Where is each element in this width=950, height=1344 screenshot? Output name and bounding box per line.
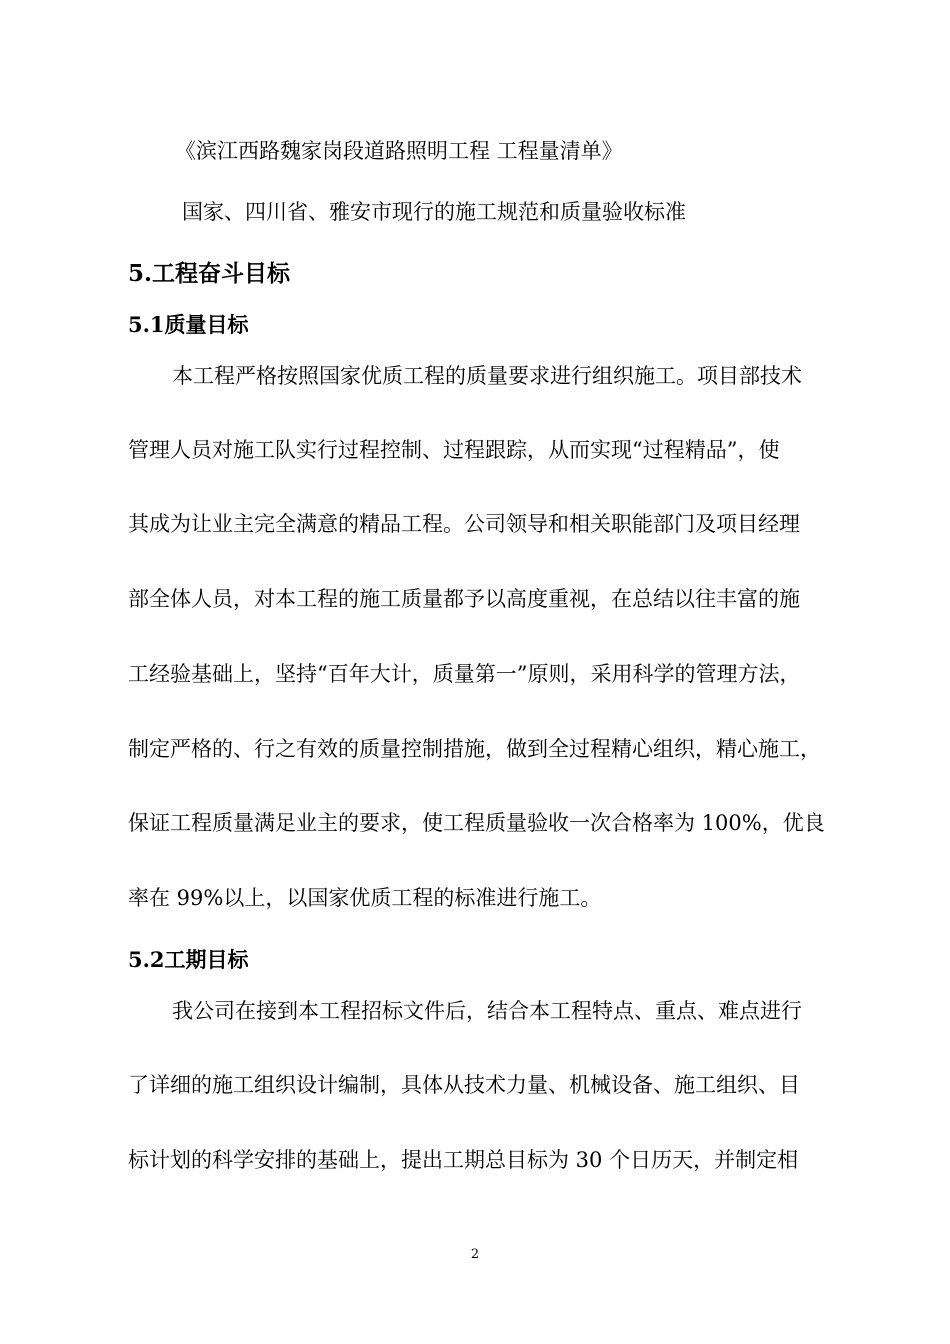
paragraph-line: 制定严格的、行之有效的质量控制措施，做到全过程精心组织，精心施工， — [128, 737, 821, 761]
paragraph-line: 标计划的科学安排的基础上，提出工期总目标为 30 个日历天，并制定相 — [128, 1148, 799, 1172]
section-5-heading: 5.工程奋斗目标 — [128, 260, 291, 287]
paragraph-line: 我公司在接到本工程招标文件后，结合本工程特点、重点、难点进行 — [172, 999, 802, 1023]
reference-standards: 国家、四川省、雅安市现行的施工规范和质量验收标准 — [182, 200, 686, 224]
page-number: 2 — [470, 1247, 480, 1262]
paragraph-line: 管理人员对施工队实行过程控制、过程跟踪，从而实现“过程精品”，使 — [128, 438, 780, 462]
reference-bill-of-quantities: 《滨江西路魏家岗段道路照明工程 工程量清单》 — [175, 139, 623, 163]
paragraph-line: 保证工程质量满足业主的要求，使工程质量验收一次合格率为 100%，优良 — [128, 811, 825, 835]
section-5-1-heading: 5.1质量目标 — [128, 312, 249, 337]
paragraph-line: 率在 99%以上，以国家优质工程的标准进行施工。 — [128, 886, 602, 910]
paragraph-line: 部全体人员，对本工程的施工质量都予以高度重视，在总结以往丰富的施 — [128, 587, 800, 611]
paragraph-line: 其成为让业主完全满意的精品工程。公司领导和相关职能部门及项目经理 — [128, 512, 800, 536]
paragraph-line: 了详细的施工组织设计编制，具体从技术力量、机械设备、施工组织、目 — [128, 1073, 800, 1097]
paragraph-line: 工经验基础上，坚持“百年大计，质量第一”原则，采用科学的管理方法， — [128, 662, 801, 686]
section-5-2-heading: 5.2工期目标 — [128, 947, 249, 972]
paragraph-line: 本工程严格按照国家优质工程的质量要求进行组织施工。项目部技术 — [172, 364, 802, 388]
